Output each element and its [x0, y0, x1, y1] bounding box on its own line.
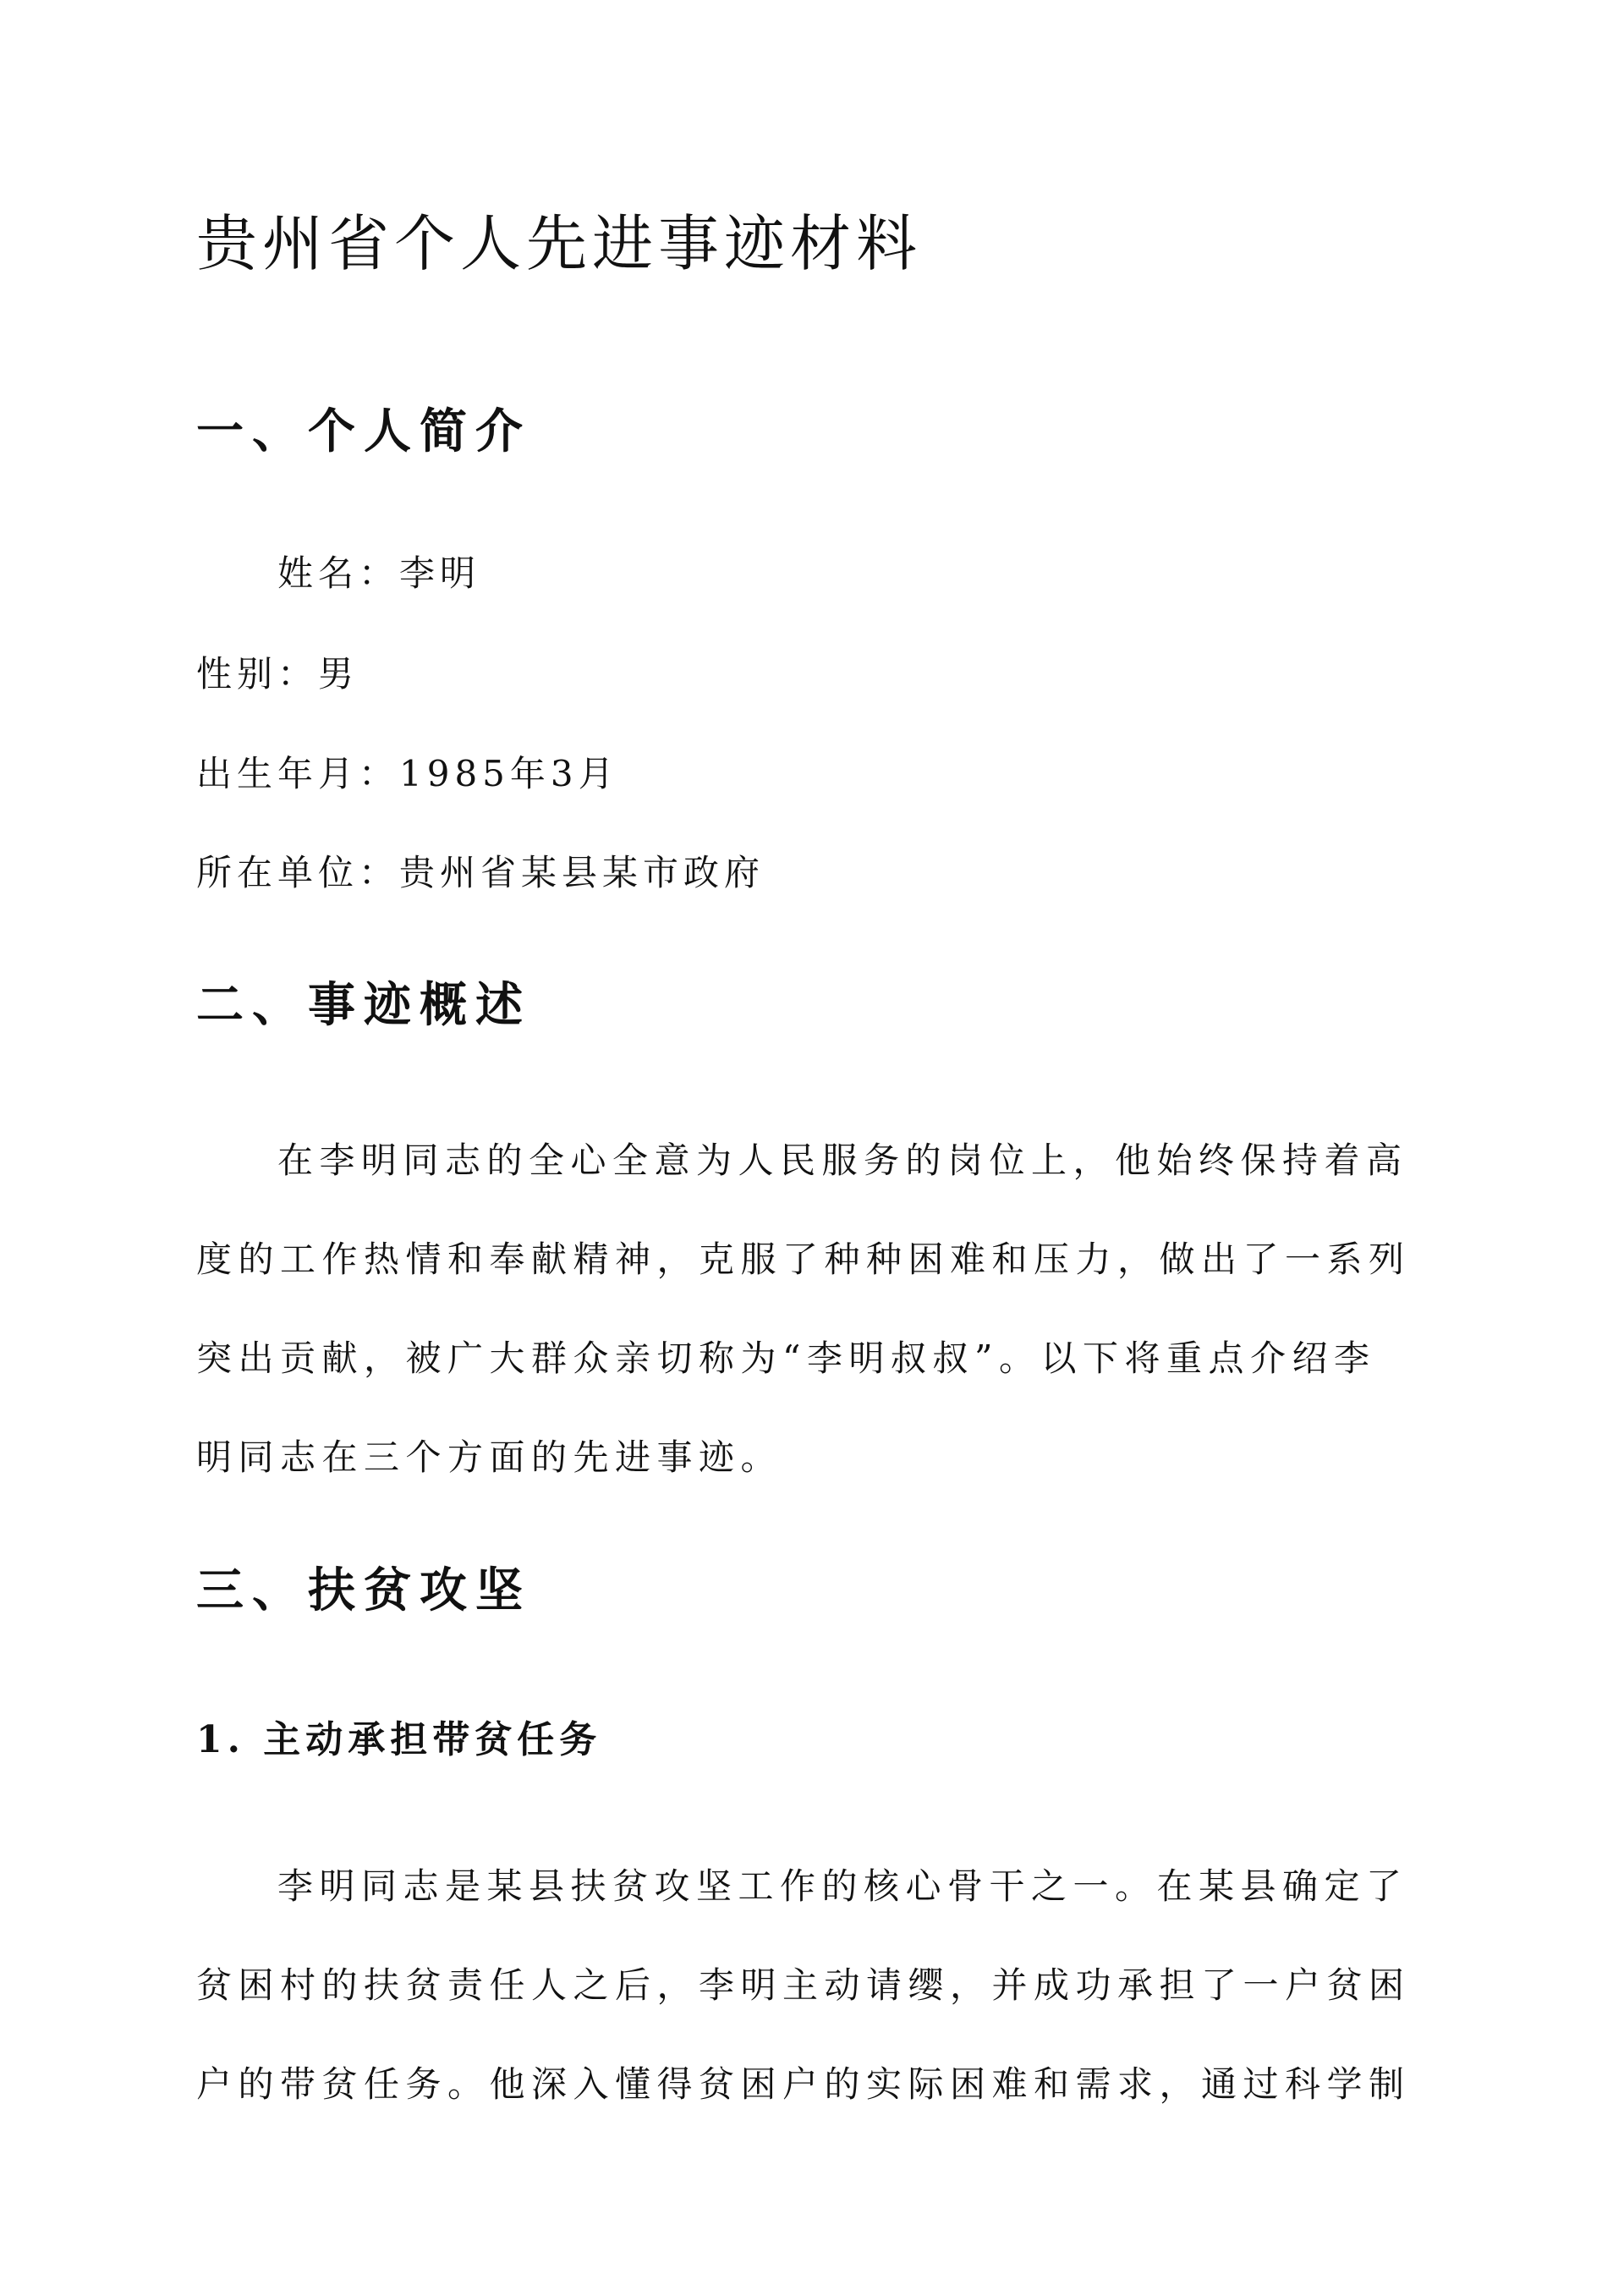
task-paragraph: [196, 1837, 1411, 2134]
overview-paragraph: [196, 1111, 1411, 1507]
field-birth-date: 出生年月：1985年3月: [196, 753, 619, 794]
paragraph-line: 突出贡献，被广大群众亲切称为“李明叔叔”。以下将重点介绍李: [196, 1338, 1376, 1379]
section-heading-overview: 二、事迹概述: [196, 977, 531, 1033]
document-title: 贵州省个人先进事迹材料: [196, 208, 923, 279]
paragraph-line: 度的工作热情和奉献精神，克服了种种困难和压力，做出了一系列: [196, 1239, 1411, 1280]
paragraph-line: 明同志在三个方面的先进事迹。: [196, 1436, 783, 1478]
section-heading-profile: 一、个人简介: [196, 404, 531, 459]
paragraph-line: 李明同志是某县扶贫攻坚工作的核心骨干之一。在某县确定了: [277, 1865, 1408, 1907]
section-heading-poverty-alleviation: 三、扶贫攻坚: [196, 1563, 531, 1618]
paragraph-line: 在李明同志的全心全意为人民服务的岗位上，他始终保持着高: [277, 1140, 1408, 1181]
field-name: 姓名：李明: [277, 552, 481, 594]
field-gender: 性别：男: [196, 653, 359, 695]
paragraph-line: 户的带贫任务。他深入懂得贫困户的实际困难和需求，通过科学制: [196, 2063, 1411, 2105]
subsection-heading-task: 1. 主动承担带贫任务: [196, 1718, 602, 1761]
paragraph-line: 贫困村的扶贫责任人之后，李明主动请缨，并成功承担了一户贫困: [196, 1964, 1411, 2006]
field-employer: 所在单位：贵州省某县某市政府: [196, 852, 765, 893]
